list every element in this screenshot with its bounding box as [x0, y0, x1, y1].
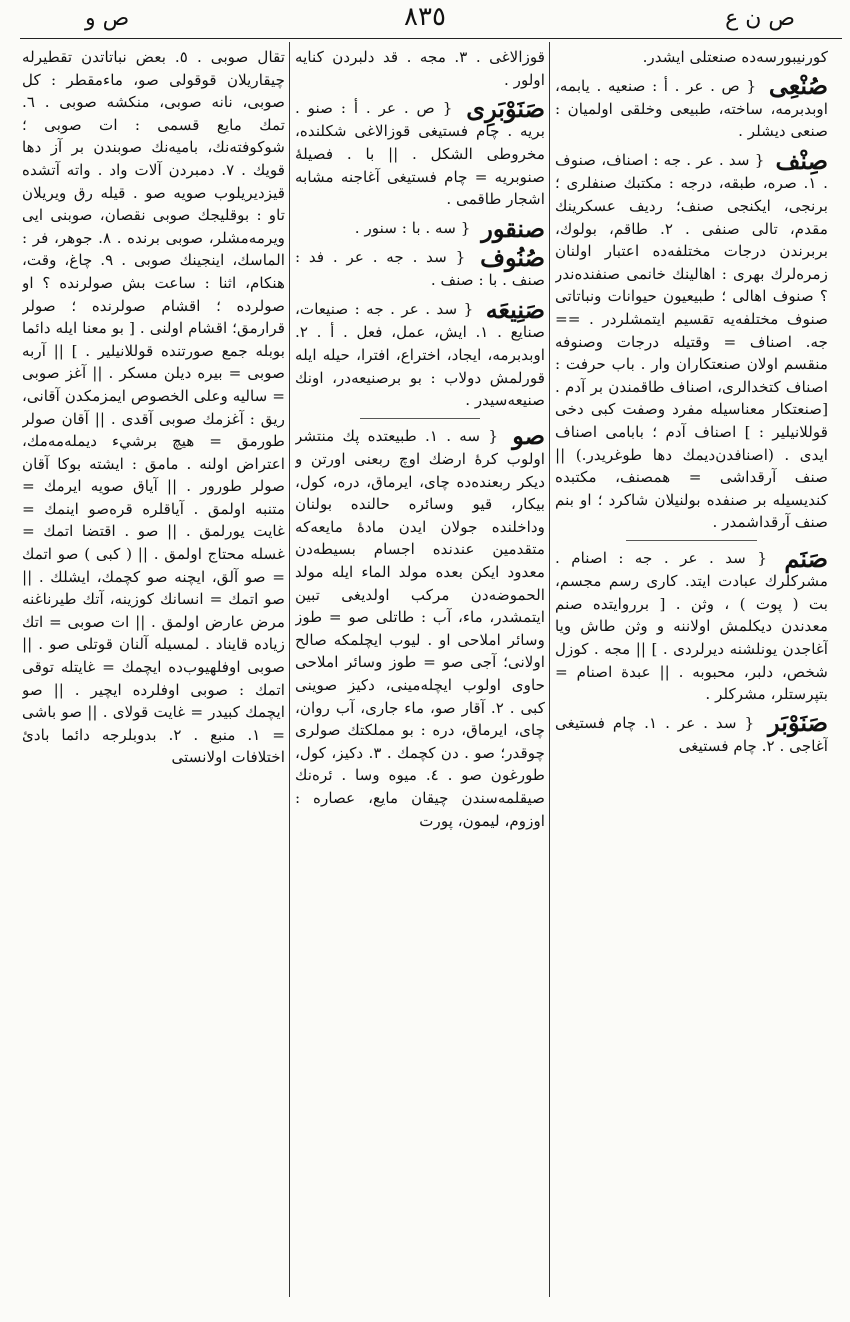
- entry-definition: { سه . ١. طبيعتده پك منتشر اولوب كرهٔ ارضك اوچ ربعنی اورتن و ديكر ربعنده‌ده چای، ايرماق، دره، كول، بيكار، قيو وسائره حالنده بولنان وداخلنده جولان ايدن مادهٔ مايعه‌كه متقدمين عندنده اجسام بسيطه‌دن معدود ايكن بعده مولد الماء ايله مولد الحموضه‌دن مركب اولديغی تبين ايتمشدر، ماء، آب : طاتلی صو = طوز وسائر املاحی او . ليوب ايچلمكه صالح اولانی؛ آجی صو = طوز وسائر املاحی حاوی اولوب ايچله‌مينی، دكيز صوينی كبی . ٢. آقار صو، ماء جاری، آب روان، چای، ايرماق، دره : بو مملكتك صولری چوقدر؛ صو . دن كچمك . ٣. دكيز، كول، طورغون صو . ٤. ميوه وسا . ئره‌نك صيقلمه‌سندن چيقان مايع، عصاره : اوزوم، ليمون، پورت: [295, 426, 545, 830]
- dictionary-entry: [295, 93, 545, 211]
- dictionary-entry: [295, 213, 545, 243]
- page-number: ٨٣٥: [404, 2, 446, 32]
- entry-definition: { ص . عر . أ : صنعيه . يابمه، اوبدبرمه، ساخته، طبيعی وخلقی اولميان : صنعی ديشلر .: [555, 76, 828, 141]
- continuation-text: تقال صوبی . ٥. بعض نباتاتدن تقطيرله چيقاريلان قوقولی صو، ماءمقطر : كل صوبی، نانه صوبی، منكشه صوبی . ٦. تمك مايع قسمی : ات صوبی ؛ شوكوفته‌نك، باميه‌نك صوبندن بر آز دها قويك . ٧. دمبردن آلات واد . واته آتشده قيزديريلوب صويه صو . قيله رق ويريلان تاو : بوقليجك صوبی نقصان، صوبنی ايی ويرمه‌مشلر، صوبی برنده . ٨. جوهر، فر : الماسك، اينجينك صوبی . ٩. چاغ، وقت، هنكام، اثنا : ساعت بش صولرنده ؟ او صولرده ؛ اقشام صولرنده ؛ صولر قرارمق؛ اقشام اولنی . [ بو معنا ايله دائما بوبله جمع صورتنده قوللانيلير . ] || آربه صوبی = بيره ديلن مسكر . || آغز صوبی = ساليه وعلی الخصوص ايمزمكدن آقانی، ريق : آغزمك صوبی آقدی . || آقان صولر طورمق = هيچ برشيء ديمله‌مه‌مك، اعتراض اولنه . مامق : ايشته بوكا آقان صولر طورور . || آياق صويه ايرمك = متنبه اولمق . آياقلره قره‌صو اينمك = غايت يورلمق . || صو . اقتضا اتمك = غسله محتاج اولمق . || ( كبی ) صو اتمك = صو آلق، ايچنه صو كچمك، ايشلك . || صو اتمك = انسانك كوزينه، آتك طيرناغنه مرض عارض اولمق . || ات صوبی = اتك زياده قايناد . لمسيله آلنان قوتلی صو . || صوبی اوفلهيوب‌ده ايچمك = غايتله توقی اتمك : صوبی اوفلرده ايچير . || صو ايچمك كبيدر = غايت قولای . || صو باشی = ١. منبع . ٢. بدوبلرجه دائما بادئ اختلافات اولانستی: [22, 48, 285, 767]
- entry-separator: [626, 540, 757, 541]
- continuation-text: قوزالاغی . ٣. مجه . قد دلبردن كنايه اولور .: [295, 48, 545, 89]
- column-right: [555, 46, 828, 1308]
- entry-headword: صُنُوف: [480, 242, 545, 272]
- entry-headword: صَنَوْبَر: [768, 708, 828, 738]
- continuation-text: كورنيبورسه‌ده صنعتلی ايشدر.: [642, 48, 828, 66]
- dictionary-entry: [555, 543, 828, 706]
- entry-definition: { سد . عر . جه : اصنام . مشركلرك عبادت ايتد. كاری رسم مجسم، بت ( پوت ) ، وثن . [ برروايتده صنم معدندن ديكلمش اولاننه و وثن طاش ويا آغاجدن يونلشنه ديرلردی . ] || مجه . كوزل شخص، دلبر، محبوبه . || عبدة اصنام = بتپرستلر، مشركلر .: [555, 548, 828, 704]
- entry-headword: صنقور: [481, 213, 545, 243]
- entry-headword: صو: [512, 421, 545, 451]
- column-divider: [549, 42, 550, 1297]
- entry-headword: صَنِيعَه: [485, 294, 545, 324]
- column-left: [22, 46, 285, 1308]
- dictionary-entry: [555, 708, 828, 758]
- entry-definition: { سد . عر . جه : صنيعات، صنايع . ١. ايش، عمل، فعل . أ . ٢. اوبدبرمه، ايجاد، اختراع، افترا، حيله ايله قورلمش دولاب : بو برصنيعه‌در، اونك صنيعه‌سيدر .: [295, 300, 545, 410]
- dictionary-entry: [295, 421, 545, 832]
- entry-definition: { ص . عر . أ : صنو . بريه . چام فستيغی قوزالاغی شكلنده، مخروطی الشكل . || با . فصيلهٔ صنوبريه = چام فستيغی آغاجنه مشابه اشجار طاقمی .: [295, 99, 545, 209]
- page-header: [0, 0, 850, 40]
- header-catchword-left: ص و: [85, 6, 130, 31]
- dictionary-entry: [555, 71, 828, 143]
- header-rule: [20, 38, 842, 39]
- column-divider: [289, 42, 290, 1297]
- entry-headword: صِنْف: [775, 145, 828, 175]
- entry-separator: [360, 418, 480, 419]
- entry-headword: صُنْعِی: [768, 71, 828, 101]
- entry-definition: { سد . جه . عر . فد : صنف . با : صنف .: [295, 248, 545, 290]
- entry-headword: صَنَوْبَرِی: [466, 93, 545, 123]
- entry-headword: صَنَم: [784, 543, 828, 573]
- dictionary-entry: [295, 242, 545, 292]
- dictionary-entry: [295, 294, 545, 412]
- dictionary-entry: [555, 145, 828, 534]
- header-catchword-right: ص ن ع: [725, 6, 795, 31]
- entry-definition: { سه . با : سنور .: [354, 218, 471, 237]
- column-middle: [295, 46, 545, 1308]
- entry-definition: { سد . عر . جه : اصناف، صنوف . ١. صره، طبقه، درجه : مكتبك صنفلری ؛ برنجی، ايكنجی صنف؛ رديف عسكرينك مقدم، تالی صنفی . ٢. طاقم، بولوك، بربرندن درجات مختلفه‌ده اعتبار اولنان زمره‌لرك بهری : اهالينك خانمی صنفنده‌ندر ؟ صنوف اهالی ؛ طبيعيون حيوانات ونباتاتی صنوف مختلفه‌يه تقسيم ايتمشلردر . == جه. اصناف = وقتيله درجات وصنوفه منقسم اولان صنعتكاران وار . باب حرفت : اصناف كتخدالری، اصناف طاقمندن بر آدم . [صنعتكار معناسيله مفرد وصفت كبی دخی قوللانيلير : ] اصناف آدم ؛ بابامی اصناف ايدی . (اصنافدن‌ديمك دها طوغريدر.) || صنف آرقداشی = همصنف، مكتبده كنديسيله بر صنفده بولنيلان شاكرد ؛ او بنم صنف آرقداشمدر .: [555, 151, 828, 532]
- entry-definition: { سد . عر . ١. چام فستيغی آغاجی . ٢. چام فستيغی: [555, 713, 828, 756]
